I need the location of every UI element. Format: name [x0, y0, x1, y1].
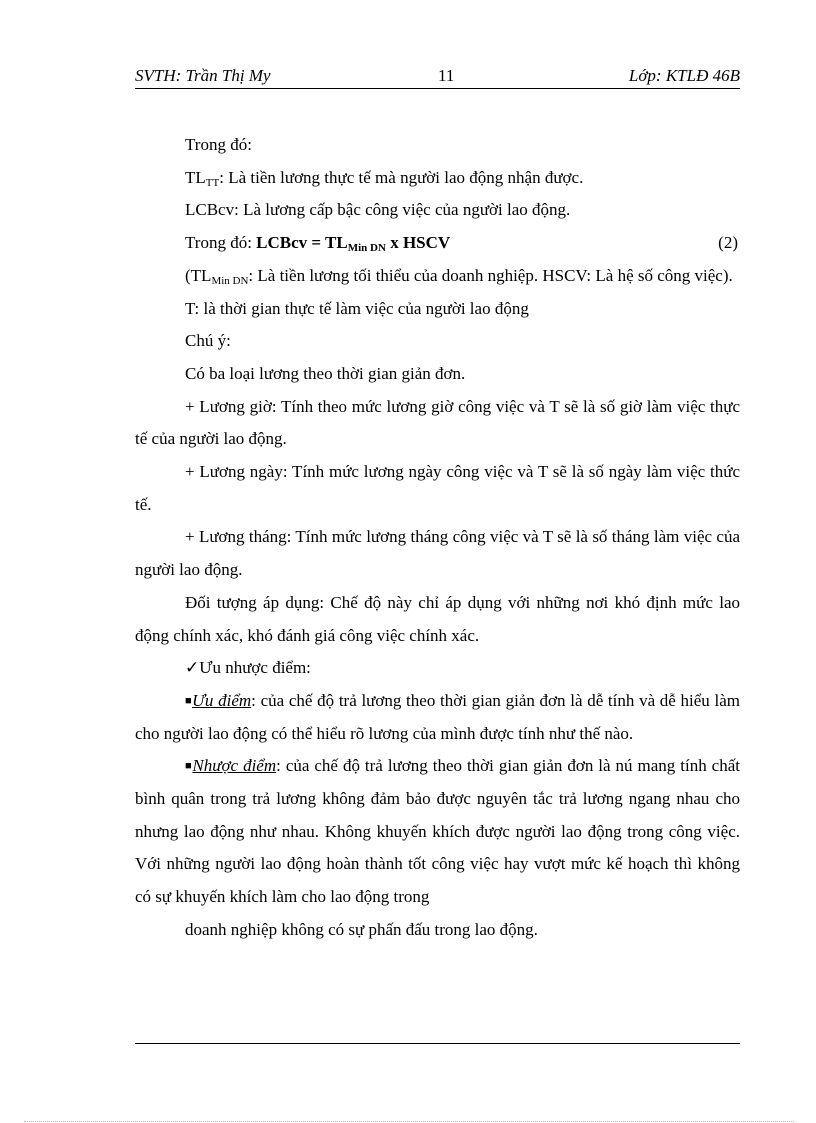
subscript: Min DN [211, 274, 249, 287]
equation [256, 233, 451, 255]
square-bullet-icon: ■ [185, 760, 193, 773]
subscript: Min DN [347, 242, 386, 255]
paragraph [135, 750, 740, 914]
subscript: TT [205, 176, 220, 189]
square-bullet-icon: ■ [185, 694, 193, 707]
paragraph: doanh nghiệp không có sự phấn đấu trong lao động. [185, 919, 538, 939]
text: Ưu nhược điểm: [199, 658, 311, 678]
paragraph: Trong đó: [185, 135, 252, 154]
paragraph: LCBcv: Là lương cấp bậc công việc của người lao động. [185, 200, 571, 220]
equation-line [135, 227, 740, 260]
text: : Là tiền lương tối thiểu của doanh nghiệp. HSCV: Là hệ số công việc). [248, 265, 733, 285]
page-number: 11 [438, 66, 455, 85]
paragraph: T: là thời gian thực tế làm việc của người lao động [185, 298, 529, 318]
header-student: SVTH: Trần Thị My [135, 66, 271, 85]
equation-part: x HSCV [385, 233, 451, 253]
paragraph: + Lương giờ: Tính theo mức lương giờ công việc và T sẽ là số giờ làm việc thực tế của người lao động. [135, 396, 740, 449]
paragraph: + Lương ngày: Tính mức lương ngày công việc và T sẽ là số ngày làm việc thức tế. [135, 462, 740, 514]
paragraph [135, 685, 740, 750]
footer-rule [135, 1043, 740, 1044]
page-header [135, 64, 740, 89]
header-class: Lớp: KTLĐ 46B [628, 66, 740, 85]
paragraph [135, 260, 740, 293]
text: : Là tiền lương thực tế mà người lao động nhận được. [219, 167, 584, 187]
paragraph: + Lương tháng: Tính mức lương tháng công việc và T sẽ là số tháng làm việc của người lao động. [135, 527, 740, 580]
paragraph [135, 652, 740, 685]
paragraph [135, 162, 740, 195]
paragraph: Đối tượng áp dụng: Chế độ này chỉ áp dụng với những nơi khó định mức lao động chính xác, khó đánh giá công việc chính xác. [135, 592, 740, 645]
document-body [135, 129, 740, 947]
text: (TL [185, 265, 212, 285]
equation-number: (2) [718, 233, 738, 253]
disadvantage-label: Nhược điểm [192, 756, 277, 776]
text: : của chế độ trả lương theo thời gian giản đơn là dễ tính và dễ hiểu làm cho người lao động có thể hiểu rõ lương của mình được tính như thế nào. [135, 690, 740, 743]
text: TL [185, 167, 206, 187]
paragraph: Chú ý: [185, 331, 231, 351]
paragraph: Có ba loại lương theo thời gian giản đơn. [185, 363, 466, 383]
text: : của chế độ trả lương theo thời gian giản đơn là nú mang tính chất bình quân trong trả lương không đảm bảo được nguyên tắc trả lương ngang nhau cho nhưng lao động như nhau. Không khuyến khích được người lao động trong công việc. Với những người lao động hoàn thành tốt công việc hay vượt mức kế hoạch thì không có sự khuyến khích làm cho lao động trong [135, 756, 740, 907]
text: Trong đó: [185, 233, 257, 253]
check-icon: ✓ [185, 658, 200, 678]
advantage-label: Ưu điểm [192, 690, 252, 710]
equation-part: LCBcv = TL [256, 233, 348, 253]
page-edge-dots [24, 1121, 794, 1122]
